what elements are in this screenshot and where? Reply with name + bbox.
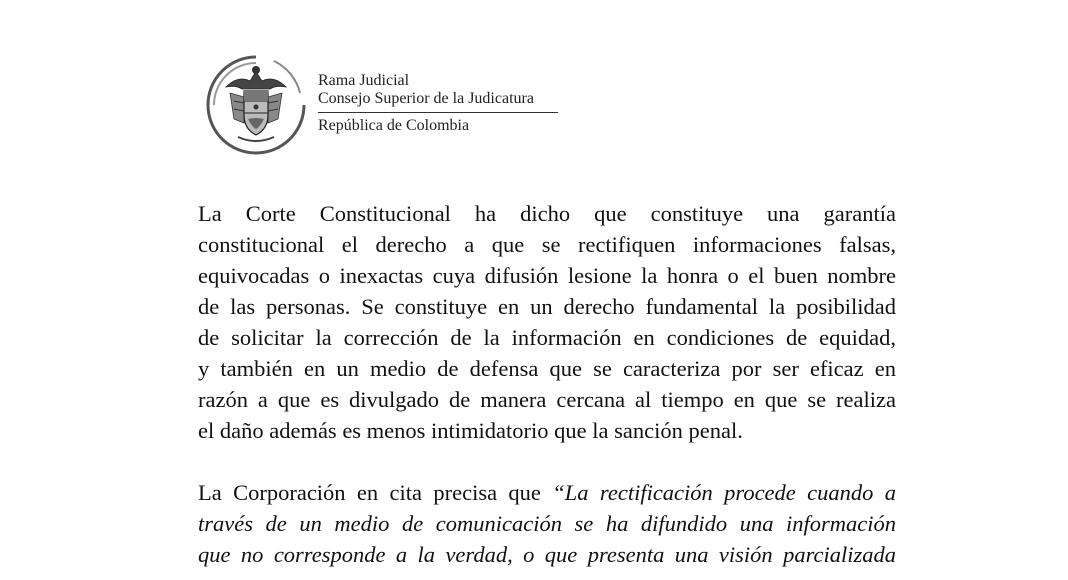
header-rama-judicial: Rama Judicial — [318, 72, 410, 89]
quote-line: través de un medio de comunicación se ha difundido una información — [198, 511, 896, 536]
header-divider — [318, 112, 558, 113]
paragraph-2 — [198, 477, 896, 570]
paragraph-line: de solicitar la corrección de la información en condiciones de equidad, — [198, 325, 896, 350]
paragraph-line: constitucional el derecho a que se rectifiquen informaciones falsas, — [198, 232, 896, 257]
colombia-coat-of-arms-logo — [204, 53, 308, 157]
header-consejo-superior: Consejo Superior de la Judicatura — [318, 90, 534, 107]
paragraph-text: La Corporación en cita precisa que — [198, 480, 553, 505]
paragraph-line: y también en un medio de defensa que se caracteriza por ser eficaz en — [198, 356, 896, 381]
header-republica: República de Colombia — [318, 117, 470, 134]
paragraph-1 — [198, 198, 896, 446]
paragraph-line: La Corte Constitucional ha dicho que constituye una garantía — [198, 201, 896, 226]
institution-header — [318, 72, 558, 135]
paragraph-line: el daño además es menos intimidatorio que la sanción penal. — [198, 418, 743, 443]
paragraph-line: equivocadas o inexactas cuya difusión lesione la honra o el buen nombre — [198, 263, 896, 288]
quote-line: que no corresponde a la verdad, o que presenta una visión parcializada — [198, 542, 896, 567]
quote-text: “La rectificación procede cuando a — [552, 480, 896, 505]
paragraph-line: de las personas. Se constituye en un derecho fundamental la posibilidad — [198, 294, 896, 319]
paragraph-line: razón a que es divulgado de manera cercana al tiempo en que se realiza — [198, 387, 896, 412]
paragraph-line — [198, 477, 896, 508]
